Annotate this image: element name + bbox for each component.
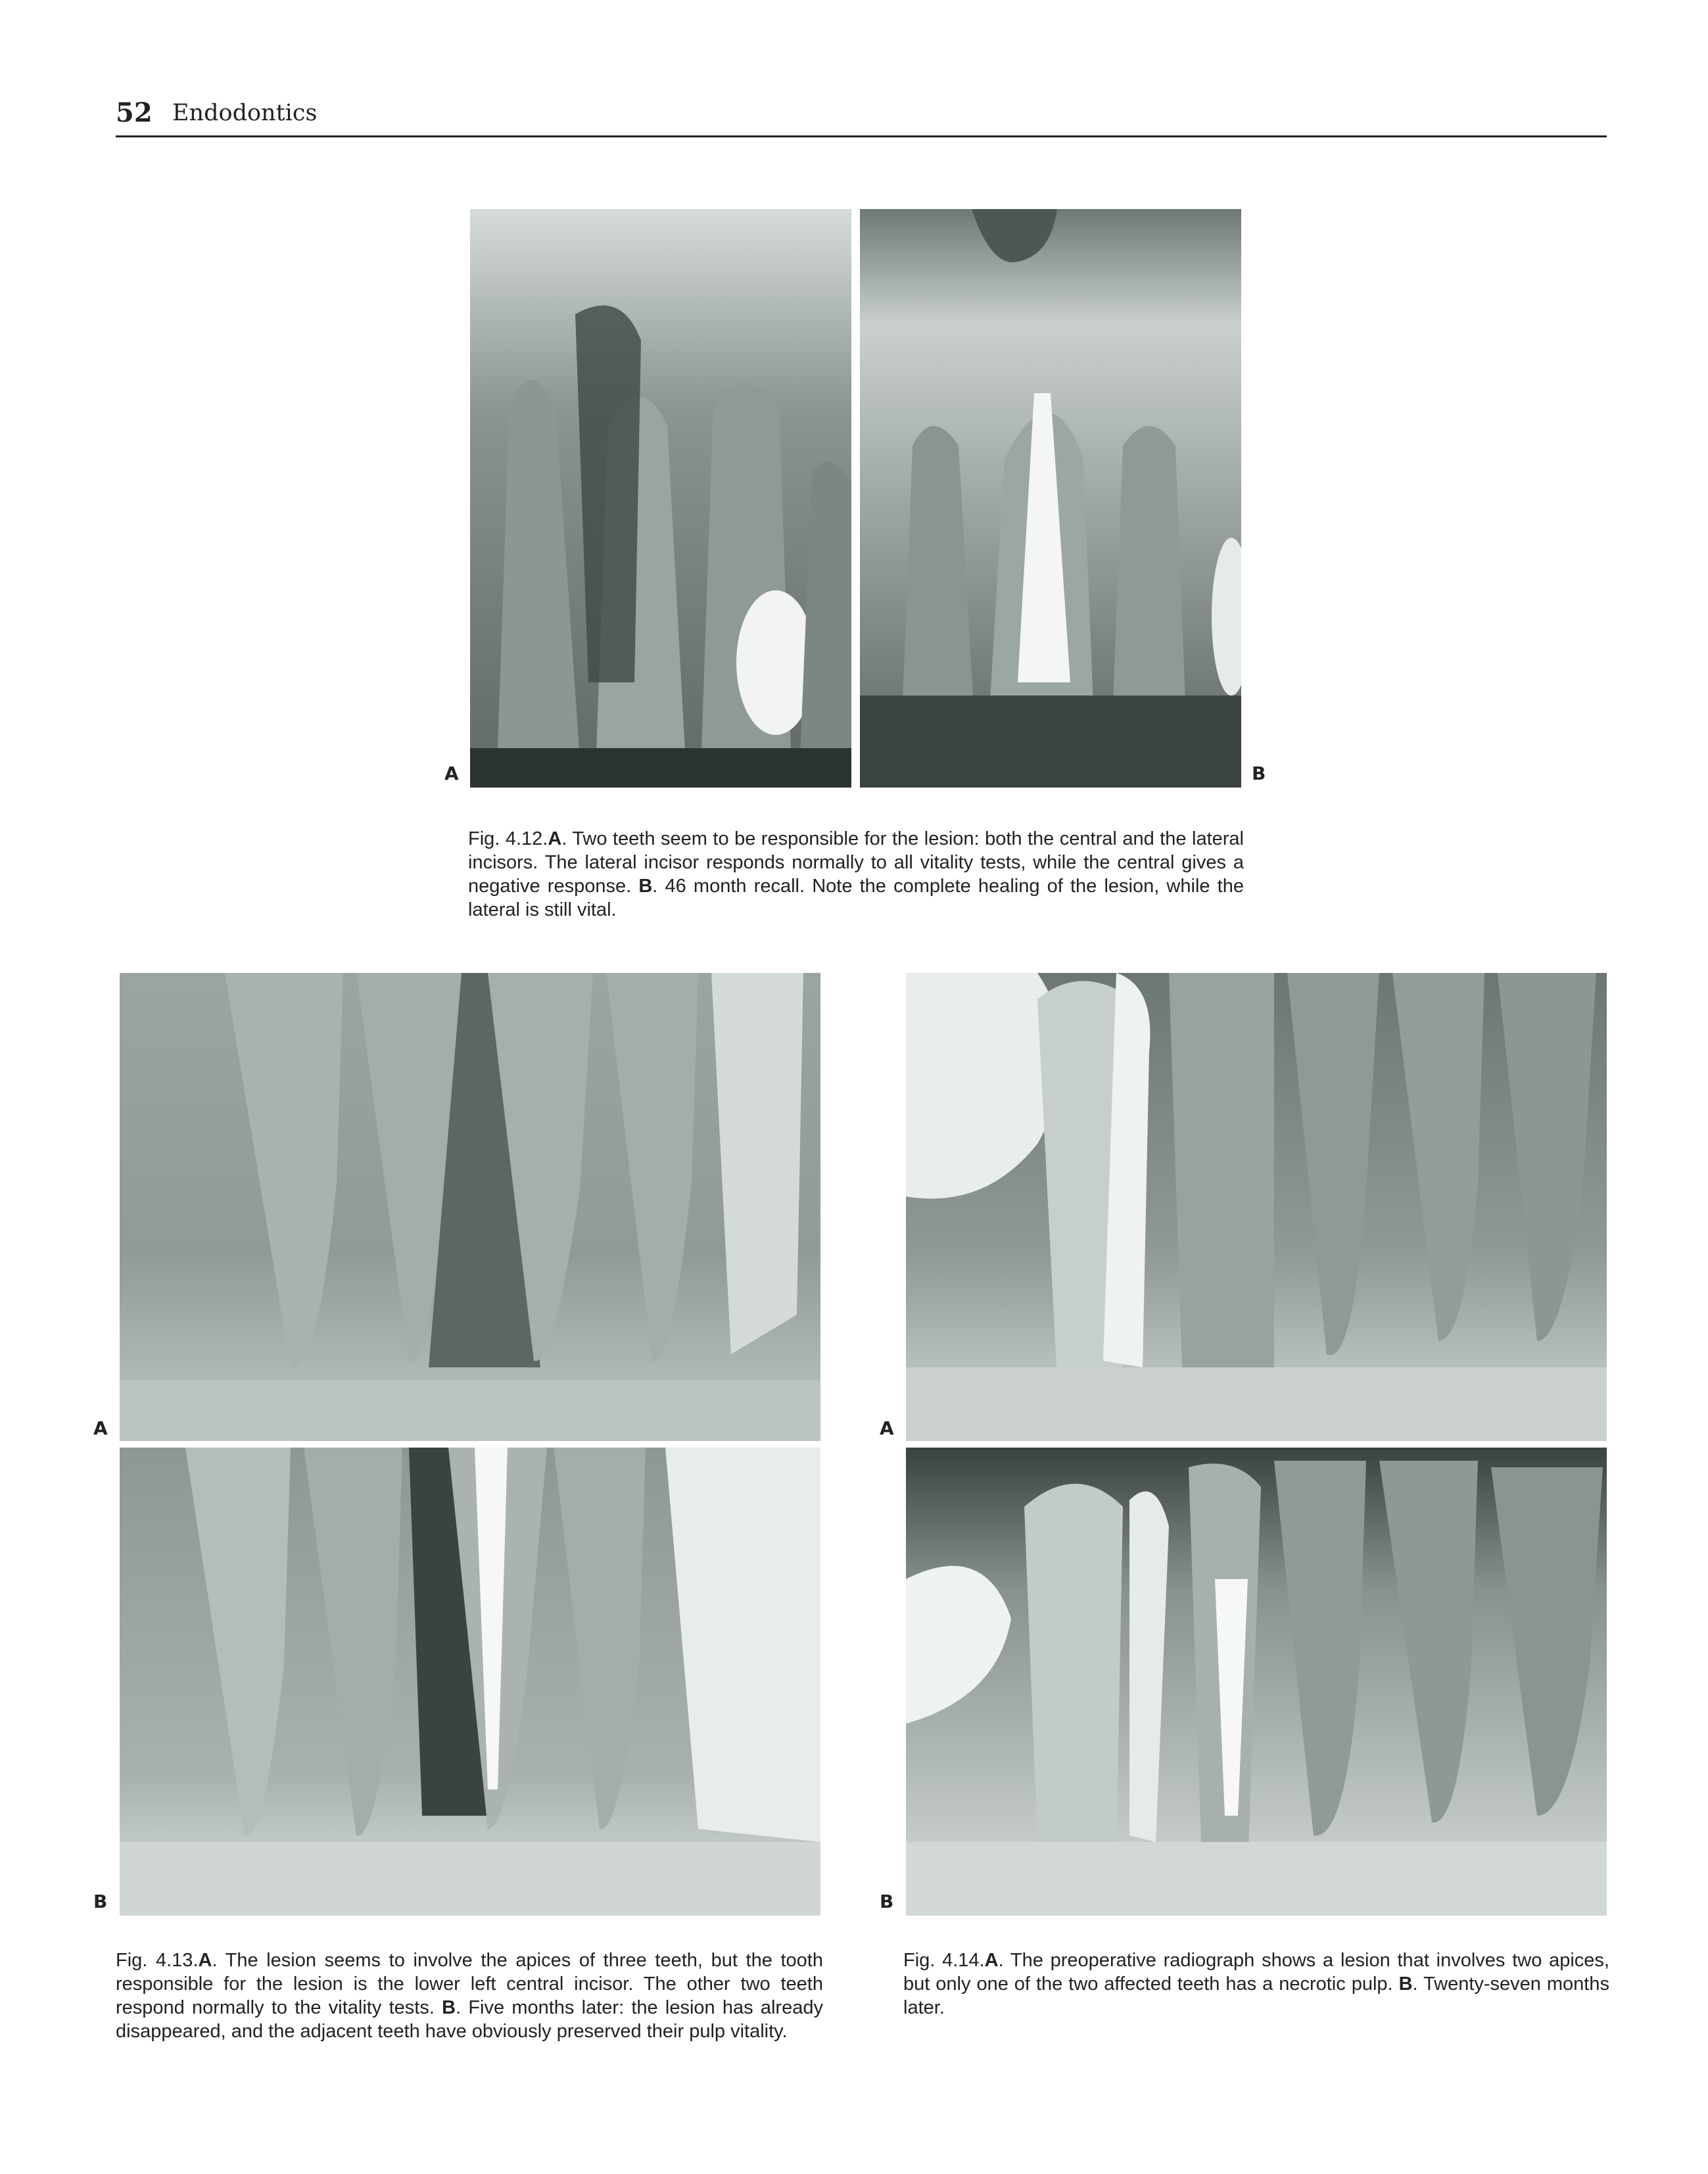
caption-text: . Twenty-seven months later. bbox=[903, 1973, 1609, 2018]
fig-4-13-label-a: A bbox=[93, 1417, 108, 1439]
fig-4-12-radiograph-b bbox=[860, 209, 1241, 788]
page-number: 52 bbox=[116, 97, 153, 128]
fig-4-13-radiograph-a bbox=[120, 973, 820, 1441]
running-header bbox=[116, 92, 1607, 139]
fig-4-13-label-b: B bbox=[93, 1891, 108, 1912]
caption-text: . Five months later: the lesion has already disappeared, and the adjacent teeth have obviously preserved their pulp vitality. bbox=[116, 1997, 823, 2042]
fig-4-13-radiograph-b bbox=[120, 1448, 820, 1916]
caption-number: Fig. 4.14. bbox=[903, 1950, 985, 1971]
fig-4-12-label-a: A bbox=[444, 763, 459, 784]
caption-label: A bbox=[198, 1950, 212, 1971]
fig-4-14-label-a: A bbox=[880, 1417, 894, 1439]
fig-4-14-caption bbox=[903, 1949, 1609, 2020]
caption-number: Fig. 4.12. bbox=[468, 828, 548, 849]
header-rule bbox=[116, 135, 1607, 137]
caption-label: B bbox=[442, 1997, 456, 2018]
caption-text: . The preoperative radiograph shows a lesion that involves two apices, but only one of the two affected teeth has a necrotic pulp. bbox=[903, 1950, 1609, 1995]
caption-text: . The lesion seems to involve the apices of three teeth, but the tooth responsible for the lesion is the lower left central incisor. The other two teeth respond normally to the vitality tests. bbox=[116, 1950, 823, 2018]
fig-4-13-caption bbox=[116, 1949, 823, 2043]
fig-4-12-label-b: B bbox=[1252, 763, 1266, 784]
caption-label: A bbox=[984, 1950, 999, 1971]
caption-label: A bbox=[548, 828, 562, 849]
fig-4-12-radiograph-a bbox=[470, 209, 851, 788]
caption-label: B bbox=[1398, 1973, 1413, 1995]
caption-number: Fig. 4.13. bbox=[116, 1950, 199, 1971]
fig-4-14-radiograph-b bbox=[906, 1448, 1607, 1916]
fig-4-12-caption bbox=[468, 827, 1244, 922]
running-title: Endodontics bbox=[172, 100, 318, 126]
caption-text: . Two teeth seem to be responsible for the lesion: both the central and the lateral incisors. The lateral incisor responds normally to all vitality tests, while the central gives a negative response. bbox=[468, 828, 1244, 897]
caption-text: . 46 month recall. Note the complete healing of the lesion, while the lateral is still vital. bbox=[468, 876, 1244, 920]
fig-4-14-label-b: B bbox=[880, 1891, 894, 1912]
caption-label: B bbox=[638, 876, 653, 897]
fig-4-14-radiograph-a bbox=[906, 973, 1607, 1441]
